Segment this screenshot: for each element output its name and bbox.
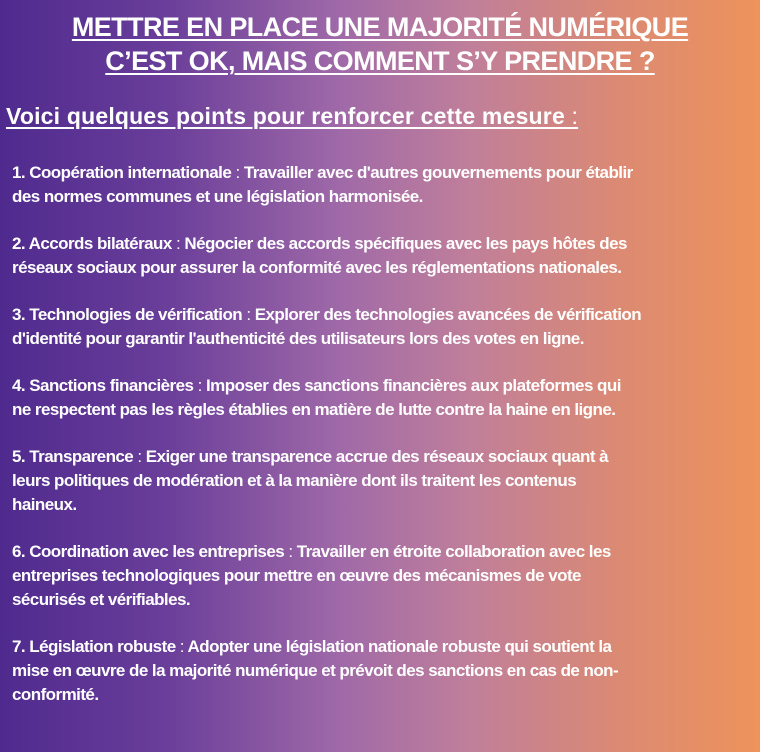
- point-separator: :: [137, 447, 142, 466]
- point-separator: :: [246, 305, 251, 324]
- point-text-line: sécurisés et vérifiables.: [12, 590, 191, 609]
- point-item: [12, 540, 760, 612]
- point-text-line: conformité.: [12, 685, 99, 704]
- point-heading: 5. Transparence: [12, 447, 134, 466]
- point-separator: :: [288, 542, 293, 561]
- subtitle-text: Voici quelques points pour renforcer cette mesure: [6, 103, 565, 129]
- point-heading: 3. Technologies de vérification: [12, 305, 243, 324]
- point-text-line: Explorer des technologies avancées de vérification: [254, 305, 642, 324]
- point-item: [12, 445, 760, 517]
- point-text-line: Exiger une transparence accrue des réseaux sociaux quant à: [145, 447, 609, 466]
- point-separator: :: [175, 234, 181, 253]
- point-text-line: des normes communes et une législation harmonisée.: [12, 187, 423, 206]
- point-item: [12, 161, 760, 209]
- point-text-line: Travailler en étroite collaboration avec les: [296, 542, 611, 561]
- points-list: [12, 161, 760, 730]
- point-item: [12, 232, 760, 280]
- point-separator: :: [235, 163, 240, 182]
- point-text-line: ne respectent pas les règles établies en matière de lutte contre la haine en ligne.: [12, 400, 616, 419]
- subtitle: [6, 101, 578, 131]
- point-text-line: réseaux sociaux pour assurer la conformité avec les réglementations nationales.: [12, 258, 622, 277]
- point-heading: 1. Coopération internationale: [12, 163, 232, 182]
- point-text-line: Adopter une législation nationale robuste qui soutient la: [187, 637, 612, 656]
- point-text-line: mise en œuvre de la majorité numérique et prévoit des sanctions en cas de non-: [12, 661, 619, 680]
- point-item: [12, 374, 760, 422]
- point-text-line: leurs politiques de modération et à la manière dont ils traitent les contenus: [12, 471, 577, 490]
- point-separator: :: [197, 376, 202, 395]
- point-text-line: Imposer des sanctions financières aux plateformes qui: [206, 376, 621, 395]
- point-separator: :: [179, 637, 184, 656]
- point-text-line: d'identité pour garantir l'authenticité des utilisateurs lors des votes en ligne.: [12, 329, 584, 348]
- subtitle-colon: :: [571, 103, 579, 129]
- point-item: [12, 635, 760, 707]
- point-heading: 6. Coordination avec les entreprises: [12, 542, 285, 561]
- point-text-line: entreprises technologiques pour mettre en œuvre des mécanismes de vote: [12, 566, 581, 585]
- point-text-line: Négocier des accords spécifiques avec les pays hôtes des: [184, 234, 627, 253]
- point-item: [12, 303, 760, 351]
- point-heading: 4. Sanctions financières: [12, 376, 194, 395]
- title-line-2: C’EST OK, MAIS COMMENT S’Y PRENDRE ?: [105, 46, 655, 76]
- point-text-line: Travailler avec d'autres gouvernements pour établir: [243, 163, 633, 182]
- page-title: [0, 10, 760, 78]
- point-heading: 7. Législation robuste: [12, 637, 176, 656]
- point-heading: 2. Accords bilatéraux: [12, 234, 172, 253]
- point-text-line: haineux.: [12, 495, 77, 514]
- title-line-1: METTRE EN PLACE UNE MAJORITÉ NUMÉRIQUE: [71, 12, 689, 42]
